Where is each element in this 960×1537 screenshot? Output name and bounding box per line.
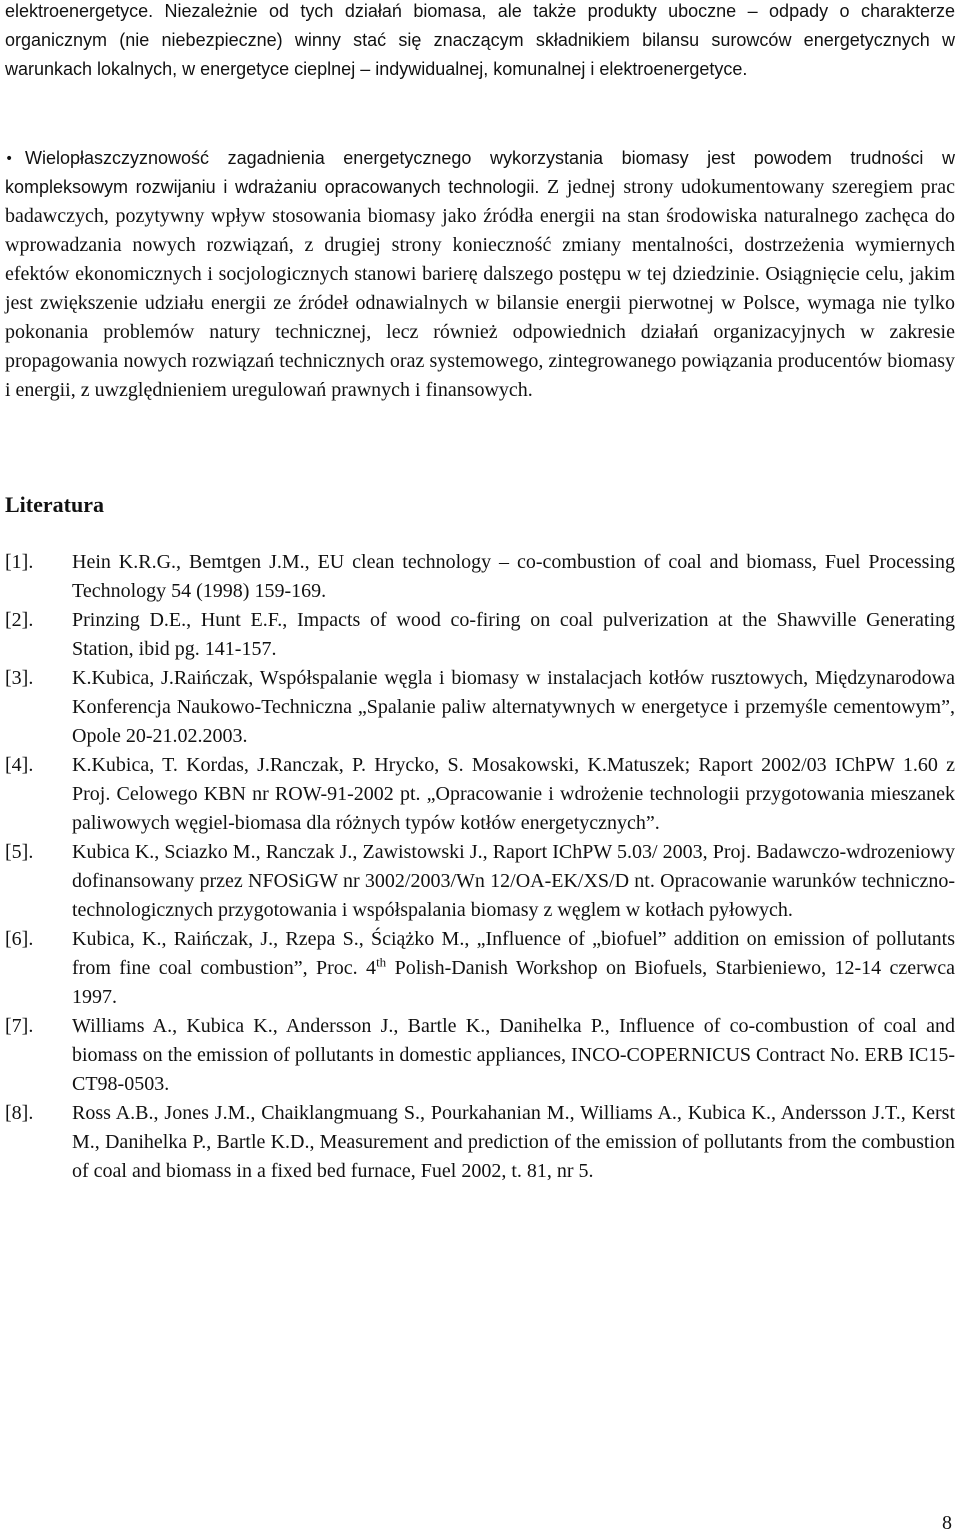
bullet-paragraph — [5, 144, 955, 405]
reference-item-7 — [5, 1012, 955, 1099]
reference-item-6 — [5, 925, 955, 1012]
reference-text: K.Kubica, J.Raińczak, Współspalanie węgla i biomasy w instalacjach kotłów rusztowych, Międzynarodowa Konferencja Naukowo-Techniczna „Spalanie paliw alternatywnych w energetyce i przemyśle cementowym”, Opole 20-21.02.2003. — [72, 667, 955, 747]
reference-item-8 — [5, 1099, 955, 1186]
reference-text-part: Polish-Danish Workshop on Biofuels, Starbieniewo, 12-14 czerwca 1997. — [72, 957, 955, 1008]
page-number: 8 — [942, 1512, 952, 1534]
bullet-text-serif: Z jednej strony udokumentowany szeregiem prac badawczych, pozytywny wpływ stosowania biomasy jako źródła energii na stan środowiska naturalnego zachęca do wprowadzania nowych rozwiązań, z drugiej strony konieczność zmiany mentalności, dostrzeżenia wymiernych efektów ekonomicznych i socjologicznych stanowi barierę dalszego postępu w tej dziedzinie. Osiągnięcie celu, jakim jest zwiększenie udziału energii ze źródeł odnawialnych w bilansie energii pierwotnej w Polsce, wymaga nie tylko pokonania problemów natury technicznej, lecz również odpowiednich działań organizacyjnych w zakresie propagowania nowych rozwiązań technicznych oraz systemowego, zintegrowanego powiązania producentów biomasy i energii, z uwzględnieniem uregulowań prawnych i finansowych. — [5, 176, 955, 401]
intro-paragraph: elektroenergetyce. Niezależnie od tych działań biomasa, ale także produkty uboczne – odpady o charakterze organicznym (nie niebezpieczne) winny stać się znaczącym składnikiem bilansu surowców energetycznych w warunkach lokalnych, w energetyce cieplnej – indywidualnej, komunalnej i elektroenergetyce. — [5, 1, 955, 79]
reference-item-5 — [5, 838, 955, 925]
reference-number: [7]. — [5, 1015, 34, 1037]
reference-text: Kubica K., Sciazko M., Ranczak J., Zawistowski J., Raport IChPW 5.03/ 2003, Proj. Badawczo-wdrozeniowy dofinansowany przez NFOSiGW nr 3002/2003/Wn 12/OA-EK/XS/D nt. Opracowanie warunków techniczno-technologicznych przygotowania i współspalania biomasy z węglem w kotłach pyłowych. — [72, 841, 955, 921]
reference-text: Hein K.R.G., Bemtgen J.M., EU clean technology – co-combustion of coal and biomass, Fuel Processing Technology 54 (1998) 159-169. — [72, 551, 955, 602]
reference-item-4 — [5, 751, 955, 838]
reference-number: [8]. — [5, 1102, 34, 1124]
reference-text — [72, 925, 955, 1012]
reference-item-2 — [5, 606, 955, 664]
reference-item-1 — [5, 548, 955, 606]
reference-number: [6]. — [5, 928, 34, 950]
reference-text-part: Kubica, K., Raińczak, J., Rzepa S., Ściążko M., „Influence of „biofuel” addition on emission of pollutants from fine coal combustion”, Proc. 4 — [72, 928, 955, 979]
literatura-heading: Literatura — [5, 492, 104, 517]
reference-text: Ross A.B., Jones J.M., Chaiklangmuang S., Pourkahanian M., Williams A., Kubica K., Andersson J.T., Kerst M., Danihelka P., Bartle K.D., Measurement and prediction of the emission of pollutants from the combustion of coal and biomass in a fixed bed furnace, Fuel 2002, t. 81, nr 5. — [72, 1102, 955, 1182]
bullet-text-sans: Wielopłaszczyznowość zagadnienia energetycznego wykorzystania biomasy jest powodem trudności w kompleksowym rozwijaniu i wdrażaniu opracowanych technologii. — [5, 148, 955, 197]
reference-number: [3]. — [5, 667, 34, 689]
reference-text: Williams A., Kubica K., Andersson J., Bartle K., Danihelka P., Influence of co-combustion of coal and biomass on the emission of pollutants in domestic appliances, INCO-COPERNICUS Contract No. ERB IC15-CT98-0503. — [72, 1015, 955, 1095]
ordinal-superscript: th — [376, 954, 387, 970]
reference-number: [2]. — [5, 609, 34, 631]
reference-number: [5]. — [5, 841, 34, 863]
reference-number: [4]. — [5, 754, 34, 776]
reference-item-3 — [5, 664, 955, 751]
reference-text: Prinzing D.E., Hunt E.F., Impacts of wood co-firing on coal pulverization at the Shawville Generating Station, ibid pg. 141-157. — [72, 609, 955, 660]
reference-list — [5, 548, 955, 1186]
reference-text: K.Kubica, T. Kordas, J.Ranczak, P. Hrycko, S. Mosakowski, K.Matuszek; Raport 2002/03 IChPW 1.60 z Proj. Celowego KBN nr ROW-91-2002 pt. „Opracowanie i wdrożenie technologii przygotowania mieszanek paliwowych węgiel-biomasa dla różnych typów kotłów energetycznych”. — [72, 754, 955, 834]
reference-number: [1]. — [5, 551, 34, 573]
bullet-icon: • — [5, 151, 14, 167]
